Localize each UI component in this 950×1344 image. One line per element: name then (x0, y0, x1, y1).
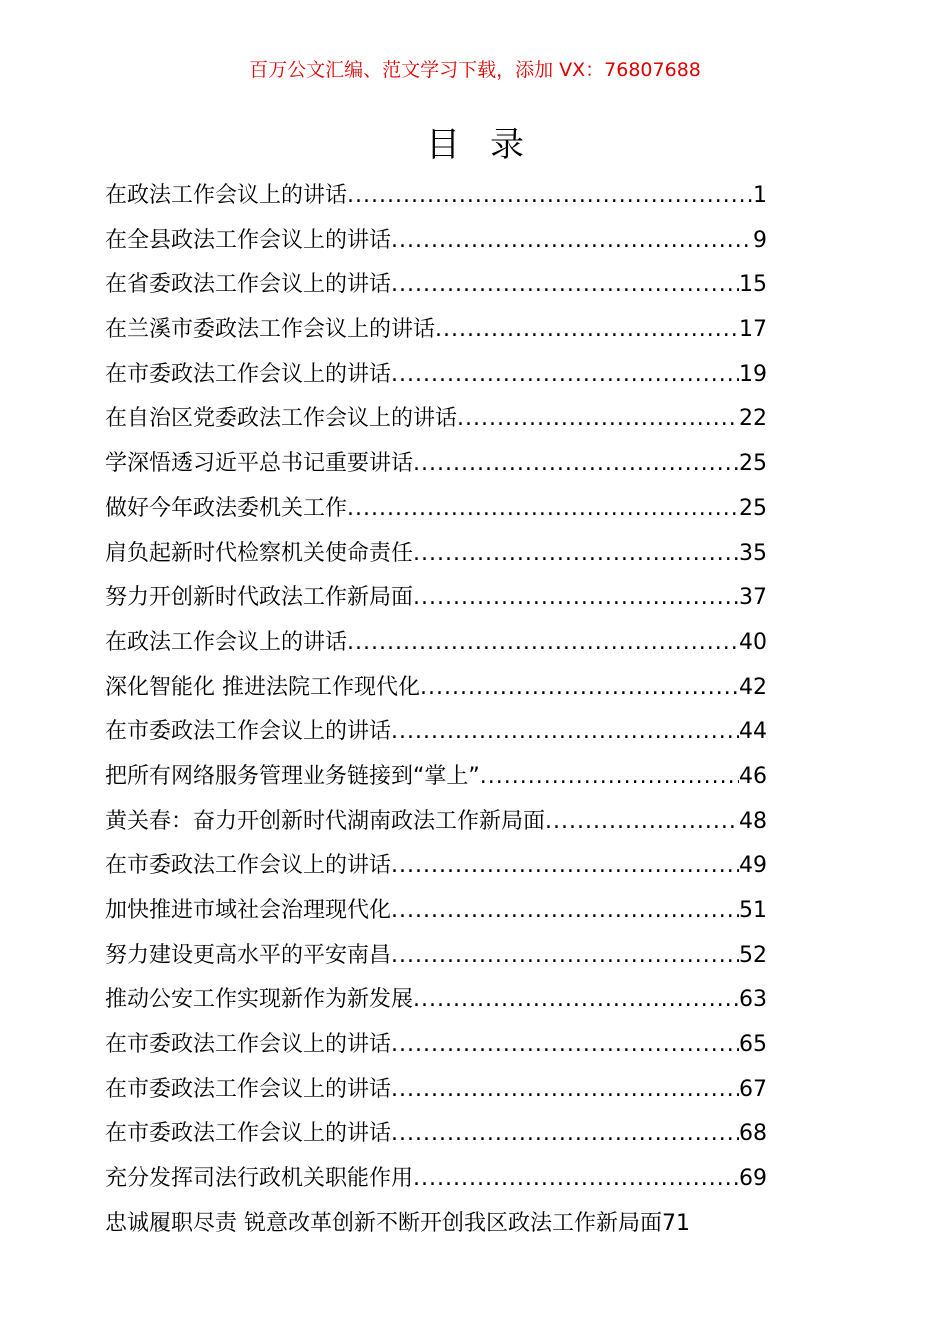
toc-entry[interactable] (105, 844, 767, 889)
toc-entry-title: 在市委政法工作会议上的讲话 (105, 1032, 392, 1058)
toc-page-number: 44 (739, 719, 767, 745)
toc-entry-title: 在市委政法工作会议上的讲话 (105, 1076, 392, 1102)
toc-page-number: 52 (739, 942, 767, 968)
toc-dot-leader (347, 174, 753, 219)
toc-entry[interactable] (105, 487, 767, 532)
toc-dot-leader (413, 442, 739, 487)
toc-entry[interactable] (105, 710, 767, 755)
toc-page-number: 63 (739, 987, 767, 1013)
toc-dot-leader (480, 755, 739, 800)
toc-dot-leader (391, 1112, 739, 1157)
toc-dot-leader (391, 889, 739, 934)
toc-dot-leader (391, 353, 739, 398)
toc-dot-leader (420, 666, 739, 711)
toc-dot-leader (347, 621, 739, 666)
toc-dot-leader (391, 219, 753, 264)
toc-dot-leader (413, 532, 739, 577)
toc-entry-title: 在兰溪市委政法工作会议上的讲话 (105, 317, 436, 343)
toc-page-number: 25 (739, 495, 767, 521)
toc-page-number: 65 (739, 1032, 767, 1058)
toc-entry-title: 肩负起新时代检察机关使命责任 (105, 540, 414, 566)
toc-entry-title: 在政法工作会议上的讲话 (105, 629, 348, 655)
toc-dot-leader (391, 1023, 739, 1068)
toc-entry-title: 努力建设更高水平的平安南昌 (105, 942, 392, 968)
toc-entry-title: 在政法工作会议上的讲话 (105, 183, 348, 208)
toc-entry-title: 充分发挥司法行政机关职能作用 (105, 1166, 414, 1192)
toc-entry[interactable] (105, 174, 767, 219)
toc-entry-title: 在市委政法工作会议上的讲话 (105, 1121, 392, 1147)
toc-entry[interactable] (105, 934, 767, 979)
toc-dot-leader (347, 487, 739, 532)
toc-page-number: 37 (739, 585, 767, 611)
toc-page-number: 67 (739, 1076, 767, 1102)
toc-entry-title: 在省委政法工作会议上的讲话 (105, 272, 392, 298)
toc-page-number: 1 (753, 183, 767, 208)
toc-dot-leader (435, 308, 739, 353)
toc-dot-leader (391, 1068, 739, 1113)
toc-entry-title: 忠诚履职尽责 锐意改革创新不断开创我区政法工作新局面 (105, 1210, 662, 1236)
toc-entry[interactable] (105, 1023, 767, 1068)
toc-dot-leader (391, 844, 739, 889)
toc-entry-title: 黄关春：奋力开创新时代湖南政法工作新局面 (105, 808, 546, 834)
toc-entry[interactable] (105, 978, 767, 1023)
toc-entry[interactable] (105, 1202, 795, 1247)
toc-entry[interactable] (105, 666, 767, 711)
toc-page-number: 25 (739, 451, 767, 477)
table-of-contents (105, 174, 767, 1247)
toc-page-number: 17 (739, 317, 767, 343)
toc-dot-leader (391, 263, 739, 308)
toc-entry[interactable] (105, 532, 767, 577)
page-title: 目录 (426, 125, 554, 165)
toc-entry[interactable] (105, 576, 767, 621)
toc-entry[interactable] (105, 397, 767, 442)
header-note: 百万公文汇编、范文学习下载，添加 VX：76807688 (249, 59, 701, 81)
toc-entry-title: 在市委政法工作会议上的讲话 (105, 719, 392, 745)
toc-entry-title: 深化智能化 推进法院工作现代化 (105, 674, 420, 700)
toc-entry-title: 努力开创新时代政法工作新局面 (105, 585, 414, 611)
toc-entry-title: 在全县政法工作会议上的讲话 (105, 227, 392, 253)
toc-entry-title: 在自治区党委政法工作会议上的讲话 (105, 406, 458, 432)
toc-entry-title: 在市委政法工作会议上的讲话 (105, 853, 392, 879)
toc-dot-leader (391, 710, 739, 755)
toc-page-number: 19 (739, 361, 767, 387)
toc-entry-title: 加快推进市域社会治理现代化 (105, 898, 392, 923)
toc-page-number: 51 (739, 898, 767, 923)
toc-page-number: 22 (739, 406, 767, 432)
toc-dot-leader (413, 576, 739, 621)
toc-page-number: 35 (739, 540, 767, 566)
toc-dot-leader (391, 934, 739, 979)
toc-entry[interactable] (105, 800, 767, 845)
toc-page-number: 40 (739, 629, 767, 655)
toc-entry[interactable] (105, 308, 767, 353)
toc-entry-title: 推动公安工作实现新作为新发展 (105, 987, 414, 1013)
toc-entry[interactable] (105, 263, 767, 308)
toc-entry[interactable] (105, 621, 767, 666)
toc-page-number: 68 (739, 1121, 767, 1147)
toc-entry[interactable] (105, 219, 767, 264)
toc-page-number: 48 (739, 808, 767, 834)
toc-page-number: 9 (753, 227, 767, 253)
toc-page-number: 69 (739, 1166, 767, 1192)
toc-dot-leader (457, 397, 739, 442)
toc-page-number: 15 (739, 272, 767, 298)
toc-page-number: 42 (739, 674, 767, 700)
toc-entry[interactable] (105, 755, 767, 800)
toc-page-number: 46 (739, 763, 767, 789)
toc-entry[interactable] (105, 1112, 767, 1157)
toc-entry[interactable] (105, 1157, 767, 1202)
toc-entry[interactable] (105, 442, 767, 487)
toc-dot-leader (413, 978, 739, 1023)
toc-dot-leader (413, 1157, 739, 1202)
toc-entry[interactable] (105, 353, 767, 398)
toc-entry-title: 学深悟透习近平总书记重要讲话 (105, 451, 414, 477)
toc-entry-title: 在市委政法工作会议上的讲话 (105, 361, 392, 387)
toc-entry[interactable] (105, 1068, 767, 1113)
toc-entry-title: 做好今年政法委机关工作 (105, 495, 348, 521)
toc-entry[interactable] (105, 889, 767, 934)
toc-entry-title: 把所有网络服务管理业务链接到“掌上” (105, 763, 480, 789)
toc-dot-leader (545, 800, 739, 845)
toc-page-number: 49 (739, 853, 767, 879)
toc-page-number: 71 (662, 1210, 690, 1236)
